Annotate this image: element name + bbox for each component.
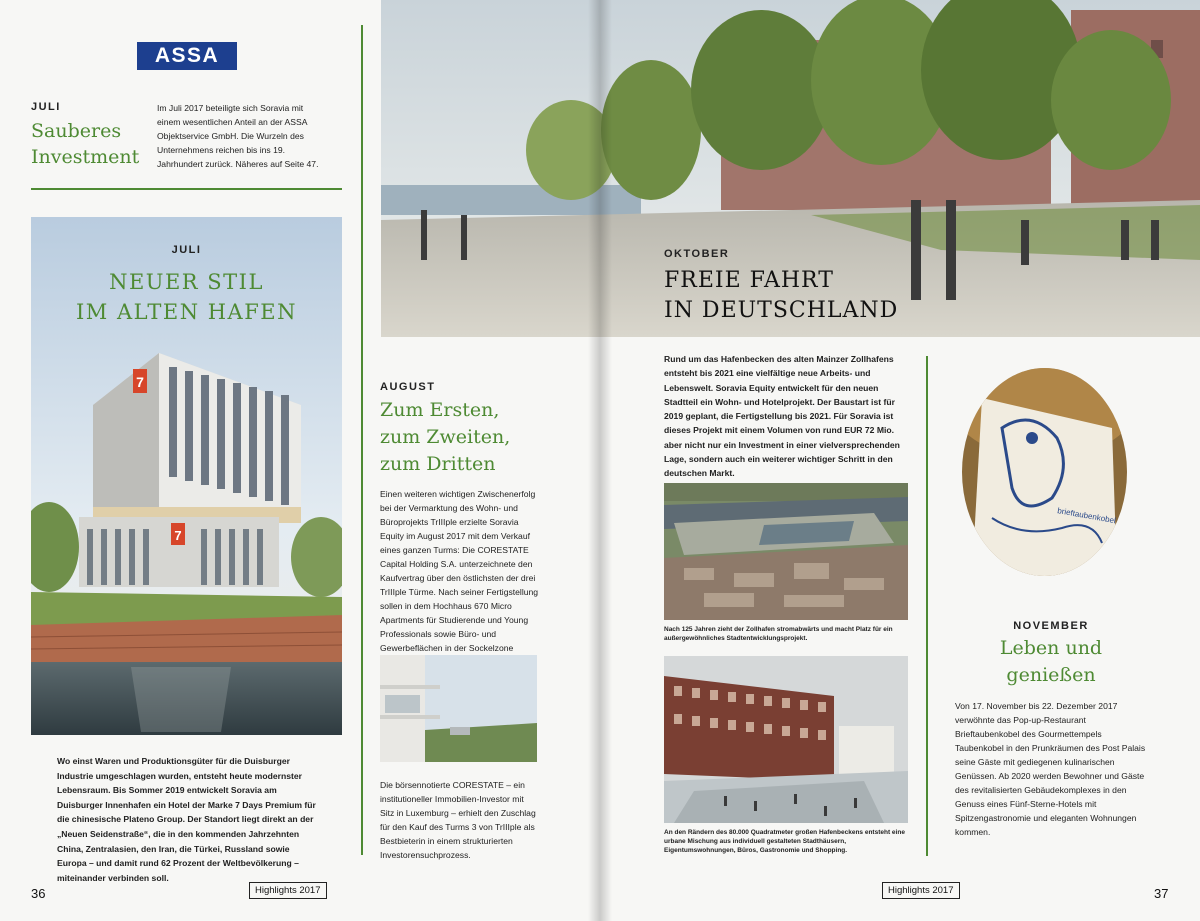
page-label-left: Highlights 2017 [249, 882, 327, 899]
napkin-photo [962, 368, 1127, 576]
napkin-sleeve-text: brieftaubenkobel [1056, 506, 1117, 526]
napkin-image [962, 368, 1127, 576]
juli-article-text: Im Juli 2017 beteiligte sich Soravia mit einem wesentlichen Anteil an der ASSA Objektservice GmbH. Die Wurzeln des Unternehmens reichen bis ins 19. Jahrhundert zurück. Näheres auf Seite 47. [157, 103, 319, 169]
november-title-line1: Leben und [999, 637, 1103, 659]
harbor-image [664, 656, 908, 823]
november-title [955, 635, 1147, 689]
oktober-title-line1: FREIE FAHRT [664, 268, 834, 293]
page-label-right: Highlights 2017 [882, 882, 960, 899]
column-rule-left [361, 25, 363, 855]
hotel-caption: Wo einst Waren und Produktionsgüter für die Duisburger Industrie umgeschlagen wurden, entsteht heute modernster Lebensraum. Bis Sommer 2019 entwickelt Soravia am Duisburger Innenhafen ein Hotel der Marke 7 Days Premium für die chinesische Plateno Group. Der Standort liegt direkt an der „Neuen Seidenstraße“, die in den kommenden Jahrzehnten China, Zentralasien, den Iran, die Türkei, Russland sowie Europa – und damit rund 62 Prozent der Weltbevölkerung – miteinander verbinden soll. [57, 756, 316, 883]
oktober-title [664, 266, 904, 326]
page-number-left: 36 [31, 886, 46, 901]
august-title [380, 397, 560, 478]
oktober-title-line2: IN DEUTSCHLAND [664, 298, 899, 323]
assa-logo: ASSA [137, 42, 237, 70]
august-kicker: AUGUST [380, 381, 436, 393]
column-rule-right [926, 356, 928, 856]
juli-kicker: JULI [31, 101, 61, 113]
harbor-caption: An den Rändern des 80.000 Quadratmeter großen Hafenbeckens entsteht eine urbane Mischung aus individuell gestalteten Stadthäusern, Eigentumswohnungen, Büros, Gastronomie und Shopping. [664, 829, 905, 854]
oktober-article-text: Rund um das Hafenbecken des alten Mainzer Zollhafens entsteht bis 2021 eine vielfältige neue Arbeits- und Lebenswelt. Soravia Equity entwickelt für den neuen Stadtteil ein Wohn- und Hotelprojekt. Der Baustart ist für 2019 geplant, die Fertigstellung bis 2021. Für Soravia ist dieses Projekt mit einem Volumen von rund EUR 72 Mio. aber nicht nur ein Investment in einer vielversprechenden Lage, sondern auch ein weiterer wichtiger Schritt in den deutschen Markt. [664, 354, 900, 479]
august-title-line3: zum Dritten [380, 453, 496, 475]
aerial-caption: Nach 125 Jahren zieht der Zollhafen stromabwärts und macht Platz für ein außergewöhnliches Stadtentwicklungsprojekt. [664, 626, 893, 642]
november-kicker: NOVEMBER [1013, 620, 1089, 632]
hotel-kicker: JULI [171, 244, 202, 256]
august-article-text2: Die börsennotierte CORESTATE – ein institutioneller Immobilien-Investor mit Sitz in Luxemburg – erhielt den Zuschlag für den Kauf des Turms 3 von TrIIIple als Bestbieterin in einem strukturierten Investorensuchprozess. [380, 780, 536, 860]
august-title-line1: Zum Ersten, [380, 399, 500, 421]
november-title-line2: genießen [1006, 664, 1096, 686]
oktober-kicker: OKTOBER [664, 248, 730, 260]
spread-gutter [588, 0, 612, 921]
august-title-line2: zum Zweiten, [380, 426, 511, 448]
harbor-photo [664, 656, 908, 823]
section-divider [31, 188, 342, 190]
juli-title-line1: Sauberes [31, 120, 122, 142]
aerial-image [664, 483, 908, 620]
juli-title [31, 118, 151, 170]
august-article-text: Einen weiteren wichtigen Zwischenerfolg bei der Vermarktung des Wohn- und Büroprojekts TrIIIple erzielte Soravia Equity im August 2017 mit dem Verkauf eines ganzen Turms: Die CORESTATE Capital Holding S.A. unterzeichnete den Kaufvertrag über den östlichsten der drei TrIIIple Türme. Nach seiner Fertigstellung sollen in dem Hochhaus 670 Micro Apartments für Studierende und Young Professionals sowie Büro- und Gewerbeflächen in der Sockelzone [380, 489, 539, 653]
hotel-title-line2: IM ALTEN HAFEN [75, 300, 297, 324]
november-article-text: Von 17. November bis 22. Dezember 2017 verwöhnte das Pop-up-Restaurant Brieftaubenkobel des Gourmettempels Taubenkobel in den Prunkräumen des Post Palais seine Gäste mit gediegenen kulinarischen Genüssen. Ab 2020 werden Bewohner und Gäste des revitalisierten Gebäudekomplexes in den Genuss eines Fünf-Sterne-Hotels mit Spitzengastronomie und eleganten Wohnungen kommen. [955, 701, 1146, 837]
terrace-photo [380, 655, 537, 762]
aerial-photo [664, 483, 908, 620]
terrace-image [380, 655, 537, 762]
hotel-title [31, 267, 342, 327]
hotel-illustration-panel [31, 217, 342, 735]
hotel-sign-upper-text: 7 [136, 374, 144, 390]
page-number-right: 37 [1154, 886, 1169, 901]
hotel-title-line1: NEUER STIL [109, 270, 264, 294]
juli-title-line2: Investment [31, 146, 140, 168]
hotel-sign-lower-text: 7 [174, 528, 182, 543]
